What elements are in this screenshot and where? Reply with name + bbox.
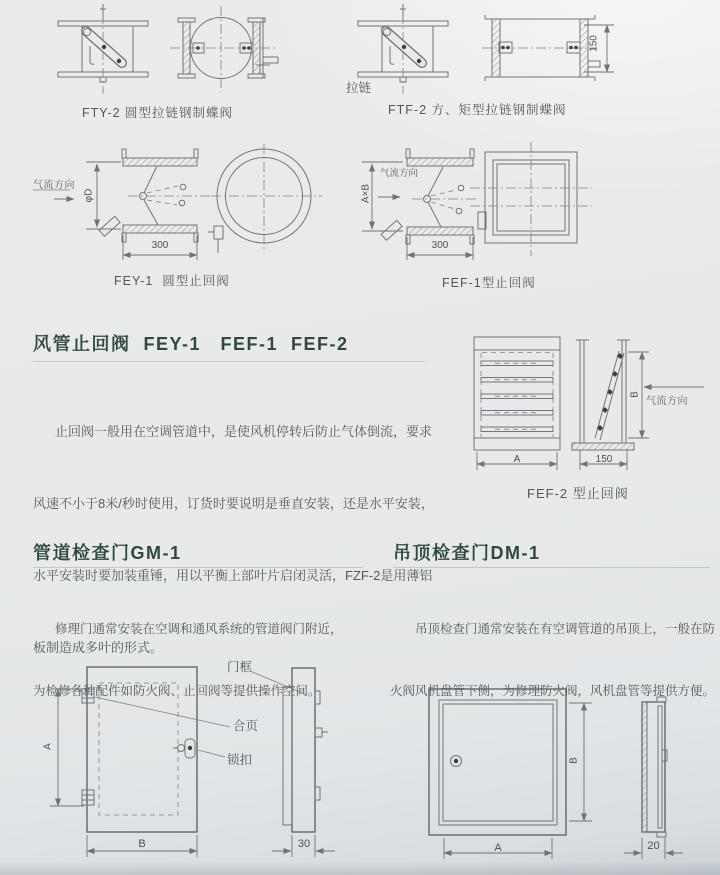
paragraph-line: 吊顶检查门通常安装在有空调管道的吊顶上，一般在防 [415, 622, 716, 636]
fef2-airflow-label: 气流方向 [646, 396, 688, 407]
ftf2-caption: FTF-2 方、矩型拉链钢制蝶阀 [388, 103, 567, 117]
fef1-airflow-line1: 气流 [380, 168, 400, 179]
ftf2-dim-150: 150 [588, 35, 600, 52]
fty2-butterfly-valve-drawing [50, 0, 290, 100]
fef1-dim-section: A×B [360, 183, 372, 204]
dm1-dim-a: A [494, 842, 502, 854]
ceiling-door-heading: 吊顶检查门DM-1 [393, 543, 541, 563]
gm1-door-drawing [40, 655, 340, 865]
dm1-door-drawing [420, 680, 715, 865]
gm1-dim-30: 30 [297, 838, 311, 850]
duct-door-rule [33, 567, 363, 568]
fef1-check-valve-drawing [355, 140, 645, 265]
paragraph-line: 止回阀一般用在空调管道中，是使风机停转后防止气体倒流，要求 [55, 424, 433, 439]
ftf2-butterfly-valve-drawing [345, 0, 620, 100]
fey1-caption: FEY-1 圆型止回阀 [114, 274, 230, 288]
paragraph-line: 火阀风机盘管下侧，为修理防火阀，风机盘管等提供方便。 [390, 683, 716, 698]
gm1-hinge-label: 合页 [233, 719, 259, 733]
check-valve-rule [33, 361, 425, 362]
dm1-dim-20: 20 [647, 840, 660, 852]
ftf2-zipper-label: 拉链 [346, 81, 372, 95]
fey1-dim-diameter: φD [83, 188, 95, 203]
fef2-dim-a: A [513, 454, 521, 465]
fef2-caption: FEF-2 型止回阀 [527, 486, 629, 501]
fey1-check-valve-drawing [25, 140, 330, 265]
paragraph-line: 为检修各种配件如防火阀、止回阀等提供操作空间。 [33, 683, 321, 698]
dm1-dim-b: B [568, 757, 580, 764]
fef1-dim-300: 300 [431, 240, 449, 251]
fef2-dim-150: 150 [595, 454, 613, 465]
gm1-dim-a: A [42, 743, 54, 750]
ceiling-door-rule [393, 567, 710, 568]
paragraph-line: 水平安装时要加装重锤，用以平衡上部叶片启闭灵活，FZF-2是用薄铝 [33, 568, 433, 583]
fty2-caption: FTY-2 圆型拉链钢制蝶阀 [82, 106, 234, 120]
fef1-airflow-line2: 方向 [399, 168, 419, 179]
page-bottom-shadow [0, 861, 720, 875]
paragraph-line: 板制造成多叶的形式。 [33, 640, 164, 655]
gm1-dim-b: B [138, 838, 146, 850]
fef2-dim-b: B [629, 391, 641, 398]
fef1-caption: FEF-1型止回阀 [442, 276, 536, 290]
gm1-latch-label: 锁扣 [227, 753, 253, 767]
gm1-frame-label: 门框 [227, 660, 253, 674]
check-valve-heading: 风管止回阀 FEY-1 FEF-1 FEF-2 [33, 334, 349, 354]
fey1-airflow-label: 气流方向 [33, 180, 75, 191]
fey1-dim-300: 300 [151, 240, 169, 251]
fef1-airflow-label [380, 167, 418, 180]
paragraph-line: 风速不小于8米/秒时使用，订货时要说明是垂直安装，还是水平安装， [33, 496, 434, 511]
paragraph-line: 修理门通常安装在空调和通风系统的管道阀门附近， [55, 622, 343, 636]
duct-door-heading: 管道检查门GM-1 [33, 543, 182, 563]
